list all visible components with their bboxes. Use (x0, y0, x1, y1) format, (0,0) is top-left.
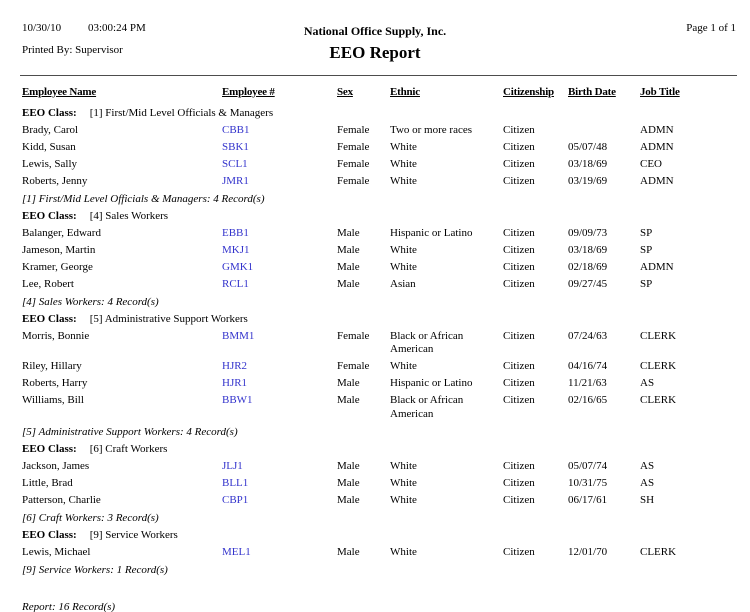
eeo-class-name: [5] Administrative Support Workers (89, 312, 248, 325)
birth-date-cell: 09/09/73 (568, 226, 608, 239)
print-date-time (22, 21, 146, 35)
eeo-class-name: [9] Service Workers (89, 528, 178, 541)
sex-cell: Male (337, 459, 360, 472)
birth-date-cell: 12/01/70 (568, 545, 608, 558)
eeo-class-line (22, 439, 735, 456)
citizenship-cell: Citizen (503, 360, 535, 372)
birth-date-cell: 06/17/61 (568, 493, 608, 506)
ethnic-cell: White (390, 243, 417, 256)
employee-name-cell: Lewis, Michael (22, 545, 91, 558)
birth-date-cell: 05/07/48 (568, 140, 608, 153)
citizenship-cell: Citizen (503, 377, 535, 389)
citizenship-cell: Citizen (503, 157, 535, 170)
employee-number-link[interactable]: EBB1 (222, 226, 249, 239)
employee-row (22, 223, 735, 240)
birth-date-cell: 03/19/69 (568, 174, 608, 187)
employee-number-link[interactable]: BLL1 (222, 476, 249, 489)
job-title-cell: AS (640, 459, 655, 472)
eeo-class-line (22, 206, 735, 223)
ethnic-cell: White (390, 174, 417, 187)
employee-row (22, 490, 735, 507)
birth-date-cell: 11/21/63 (568, 377, 607, 389)
birth-date-cell: 03/18/69 (568, 157, 608, 170)
employee-name-cell: Little, Brad (22, 476, 73, 489)
print-date: 10/30/10 (22, 22, 62, 34)
employee-row (22, 137, 735, 154)
citizenship-cell: Citizen (503, 243, 535, 256)
sex-cell: Male (337, 493, 360, 506)
company-name: National Office Supply, Inc. (303, 24, 447, 38)
citizenship-cell: Citizen (503, 329, 535, 342)
ethnic-cell: Black or African American (390, 329, 464, 355)
employee-row (22, 257, 735, 274)
employee-number-link[interactable]: HJR2 (222, 360, 248, 372)
citizenship-cell: Citizen (503, 260, 535, 273)
sex-cell: Male (337, 226, 360, 239)
employee-name-cell: Roberts, Harry (22, 377, 88, 389)
eeo-class-line (22, 525, 735, 542)
column-header-employee-name: Employee Name (22, 86, 97, 98)
job-title-cell: AS (640, 476, 655, 489)
citizenship-cell: Citizen (503, 476, 535, 489)
group-summary: [6] Craft Workers: 3 Record(s) (22, 511, 159, 524)
job-title-cell: SP (640, 243, 653, 256)
eeo-class-label: EEO Class: (22, 528, 77, 541)
ethnic-cell: White (390, 157, 417, 170)
eeo-class-line (22, 309, 735, 326)
group-summary: [4] Sales Workers: 4 Record(s) (22, 295, 159, 308)
job-title-cell: ADMN (640, 140, 674, 153)
sex-cell: Female (337, 360, 370, 372)
eeo-class-label: EEO Class: (22, 209, 77, 222)
employee-number-link[interactable]: MKJ1 (222, 243, 250, 256)
citizenship-cell: Citizen (503, 277, 535, 290)
employee-row (22, 391, 735, 422)
report-title: EEO Report (329, 43, 421, 62)
job-title-cell: CLERK (640, 329, 677, 342)
sex-cell: Female (337, 329, 370, 342)
employee-row (22, 240, 735, 257)
eeo-class-line (22, 103, 735, 120)
birth-date-cell (568, 120, 640, 137)
column-header-row (22, 86, 735, 103)
ethnic-cell: White (390, 493, 417, 506)
birth-date-cell: 03/18/69 (568, 243, 608, 256)
eeo-class-label: EEO Class: (22, 312, 77, 325)
sex-cell: Male (337, 394, 360, 406)
printed-by-value: Supervisor (75, 44, 123, 56)
ethnic-cell: White (390, 360, 417, 372)
report-table (22, 86, 735, 612)
sex-cell: Male (337, 545, 360, 558)
page-indicator: Page 1 of 1 (686, 22, 736, 34)
eeo-class-name: [6] Craft Workers (89, 442, 168, 455)
sex-cell: Male (337, 277, 360, 290)
employee-number-link[interactable]: HJR1 (222, 377, 248, 389)
birth-date-cell: 05/07/74 (568, 459, 608, 472)
employee-row (22, 171, 735, 188)
employee-name-cell: Morris, Bonnie (22, 329, 90, 342)
ethnic-cell: White (390, 260, 417, 273)
job-title-cell: SH (640, 493, 655, 506)
column-header-citizenship: Citizenship (503, 86, 554, 98)
employee-number-link[interactable]: CBP1 (222, 493, 249, 506)
report-summary: Report: 16 Record(s) (22, 601, 116, 612)
employee-number-link[interactable]: MEL1 (222, 545, 251, 558)
print-info (22, 21, 146, 57)
citizenship-cell: Citizen (503, 459, 535, 472)
eeo-class-name: [1] First/Mid Level Officials & Managers (89, 106, 274, 119)
ethnic-cell: White (390, 476, 417, 489)
sex-cell: Male (337, 476, 360, 489)
eeo-class-name: [4] Sales Workers (89, 209, 169, 222)
birth-date-cell: 02/16/65 (568, 394, 608, 406)
employee-number-link[interactable]: BBW1 (222, 394, 253, 406)
column-header-birth-date: Birth Date (568, 86, 616, 98)
job-title-cell: CEO (640, 157, 662, 170)
employee-number-link[interactable]: JLJ1 (222, 459, 243, 472)
ethnic-cell: Hispanic or Latino (390, 377, 473, 389)
printed-by-label: Printed By: (22, 44, 73, 56)
employee-number-link[interactable]: SCL1 (222, 157, 248, 170)
column-header-employee-number: Employee # (222, 86, 275, 98)
employee-name-cell: Patterson, Charlie (22, 493, 101, 506)
employee-name-cell: Williams, Bill (22, 394, 84, 406)
citizenship-cell: Citizen (503, 493, 535, 506)
employee-number-link[interactable]: JMR1 (222, 174, 249, 187)
group-summary: [1] First/Mid Level Officials & Managers: 4 Record(s) (22, 192, 265, 205)
citizenship-cell: Citizen (503, 394, 535, 406)
employee-number-link[interactable]: CBB1 (222, 123, 250, 136)
column-header-ethnic: Ethnic (390, 86, 420, 98)
header-rule (20, 75, 737, 76)
sex-cell: Male (337, 377, 360, 389)
ethnic-cell: Black or African American (390, 394, 464, 420)
report-groups (22, 103, 735, 577)
employee-row (22, 120, 735, 137)
employee-name-cell: Lewis, Sally (22, 157, 77, 170)
employee-row (22, 326, 735, 357)
employee-row (22, 154, 735, 171)
printed-by-line (22, 43, 146, 57)
employee-name-cell: Lee, Robert (22, 277, 74, 290)
sex-cell: Male (337, 260, 360, 273)
employee-row (22, 357, 735, 374)
group-summary: [9] Service Workers: 1 Record(s) (22, 563, 168, 576)
job-title-cell: AS (640, 377, 655, 389)
ethnic-cell: Asian (390, 277, 416, 290)
employee-name-cell: Riley, Hillary (22, 360, 82, 372)
employee-name-cell: Brady, Carol (22, 123, 79, 136)
citizenship-cell: Citizen (503, 140, 535, 153)
ethnic-cell: White (390, 545, 417, 558)
sex-cell: Female (337, 174, 370, 187)
eeo-class-label: EEO Class: (22, 442, 77, 455)
employee-name-cell: Roberts, Jenny (22, 174, 88, 187)
birth-date-cell: 04/16/74 (568, 360, 608, 372)
group-summary: [5] Administrative Support Workers: 4 Record(s) (22, 425, 238, 438)
employee-number-link[interactable]: RCL1 (222, 277, 249, 290)
employee-row (22, 456, 735, 473)
employee-name-cell: Kramer, George (22, 260, 93, 273)
employee-name-cell: Kidd, Susan (22, 140, 76, 153)
employee-name-cell: Jameson, Martin (22, 243, 96, 256)
job-title-cell: CLERK (640, 394, 677, 406)
employee-number-link[interactable]: BMM1 (222, 329, 255, 342)
citizenship-cell: Citizen (503, 174, 535, 187)
job-title-cell: SP (640, 226, 653, 239)
sex-cell: Male (337, 243, 360, 256)
citizenship-cell: Citizen (503, 123, 535, 136)
job-title-cell: ADMN (640, 174, 674, 187)
employee-row (22, 374, 735, 391)
employee-row (22, 542, 735, 559)
employee-row (22, 473, 735, 490)
sex-cell: Female (337, 140, 370, 153)
job-title-cell: CLERK (640, 545, 677, 558)
sex-cell: Female (337, 157, 370, 170)
employee-number-link[interactable]: SBK1 (222, 140, 249, 153)
column-header-sex: Sex (337, 86, 353, 98)
column-header-job-title: Job Title (640, 86, 680, 98)
birth-date-cell: 02/18/69 (568, 260, 608, 273)
job-title-cell: CLERK (640, 360, 677, 372)
sex-cell: Female (337, 123, 370, 136)
ethnic-cell: White (390, 459, 417, 472)
citizenship-cell: Citizen (503, 226, 535, 239)
job-title-cell: ADMN (640, 123, 674, 136)
employee-number-link[interactable]: GMK1 (222, 260, 254, 273)
birth-date-cell: 07/24/63 (568, 329, 608, 342)
print-time: 03:00:24 PM (88, 22, 146, 34)
report-header (150, 25, 600, 62)
ethnic-cell: Hispanic or Latino (390, 226, 473, 239)
ethnic-cell: White (390, 140, 417, 153)
eeo-class-label: EEO Class: (22, 106, 77, 119)
birth-date-cell: 09/27/45 (568, 277, 608, 290)
ethnic-cell: Two or more races (390, 123, 473, 136)
employee-name-cell: Balanger, Edward (22, 226, 101, 239)
employee-row (22, 274, 735, 291)
citizenship-cell: Citizen (503, 545, 535, 558)
birth-date-cell: 10/31/75 (568, 476, 608, 489)
employee-name-cell: Jackson, James (22, 459, 90, 472)
job-title-cell: SP (640, 277, 653, 290)
job-title-cell: ADMN (640, 260, 674, 273)
